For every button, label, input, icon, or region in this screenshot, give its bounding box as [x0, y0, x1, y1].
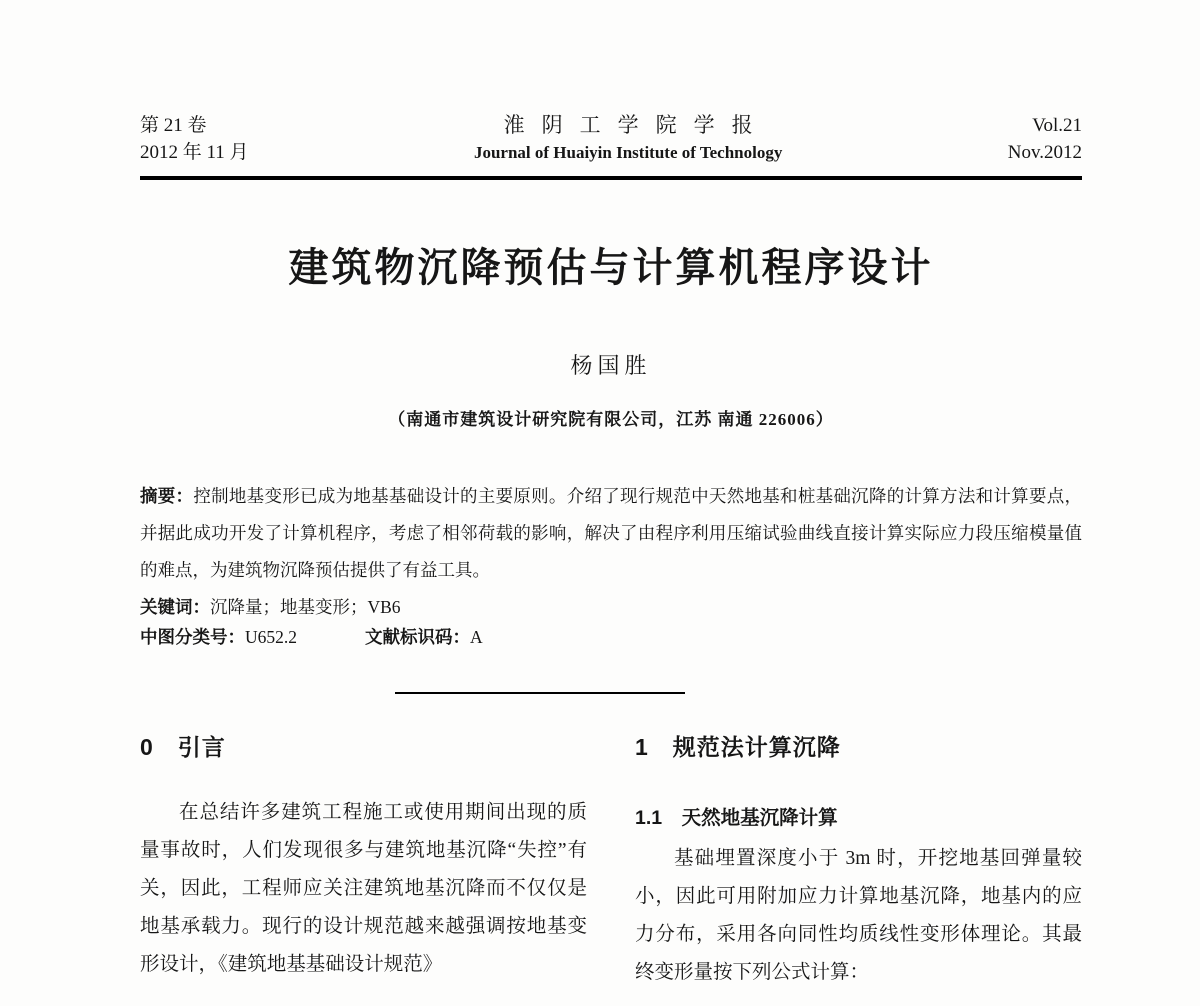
clc-label: 中图分类号： — [140, 627, 245, 647]
abstract-label: 摘要： — [140, 486, 194, 506]
classification-line — [140, 622, 1082, 652]
intro-paragraph: 在总结许多建筑工程施工或使用期间出现的质量事故时，人们发现很多与建筑地基沉降“失控”有关，因此，工程师应关注建筑地基沉降而不仅仅是地基承载力。现行的设计规范越来越强调按地基变形设计，《建筑地基基础设计规范》 — [140, 802, 587, 975]
section-heading-norm: 1 规范法计算沉降 — [635, 734, 841, 760]
keywords-text: 沉降量；地基变形；VB6 — [210, 597, 401, 617]
author-affiliation: （南通市建筑设计研究院有限公司，江苏 南通 226006） — [388, 410, 834, 429]
clc-value: U652.2 — [245, 627, 298, 647]
section-heading-intro: 0 引言 — [140, 734, 226, 760]
article-title: 建筑物沉降预估与计算机程序设计 — [288, 246, 934, 290]
doc-code-label: 文献标识码： — [365, 627, 471, 647]
journal-title-cn: 淮阴工学院学报 — [503, 113, 770, 137]
abstract-paragraph — [140, 478, 1082, 589]
section-divider — [395, 692, 685, 694]
body-columns — [140, 732, 1082, 992]
subsection-heading-natural-foundation: 1.1 天然地基沉降计算 — [635, 807, 838, 829]
author-name: 杨国胜 — [570, 353, 652, 378]
journal-title-en: Journal of Huaiyin Institute of Technology — [473, 143, 783, 162]
keywords-label: 关键词： — [140, 597, 210, 617]
header-left-block — [140, 112, 249, 166]
header-volume-cn: 第 21 卷 — [140, 115, 207, 136]
header-date-en: Nov.2012 — [1007, 142, 1082, 163]
abstract-text: 控制地基变形已成为地基基础设计的主要原则。介绍了现行规范中天然地基和桩基础沉降的计算方法和计算要点，并据此成功开发了计算机程序，考虑了相邻荷载的影响，解决了由程序利用压缩试验曲线直接计算实际应力段压缩模量值的难点，为建筑物沉降预估提供了有益工具。 — [140, 486, 1083, 580]
doc-code-value: A — [470, 627, 483, 647]
norm-paragraph: 基础埋置深度小于 3m 时，开挖地基回弹量较小，因此可用附加应力计算地基沉降，地基内的应力分布，采用各向同性均质线性变形体理论。其最终变形量按下列公式计算： — [635, 848, 1082, 983]
keywords-line — [140, 592, 1082, 622]
journal-header — [140, 112, 1082, 166]
header-date-cn: 2012 年 11 月 — [140, 142, 249, 163]
column-left — [140, 732, 587, 992]
header-right-block — [1008, 112, 1082, 166]
header-center-block — [249, 112, 1008, 166]
header-volume-en: Vol.21 — [1032, 115, 1082, 136]
column-right — [635, 732, 1082, 992]
header-rule — [140, 176, 1082, 180]
